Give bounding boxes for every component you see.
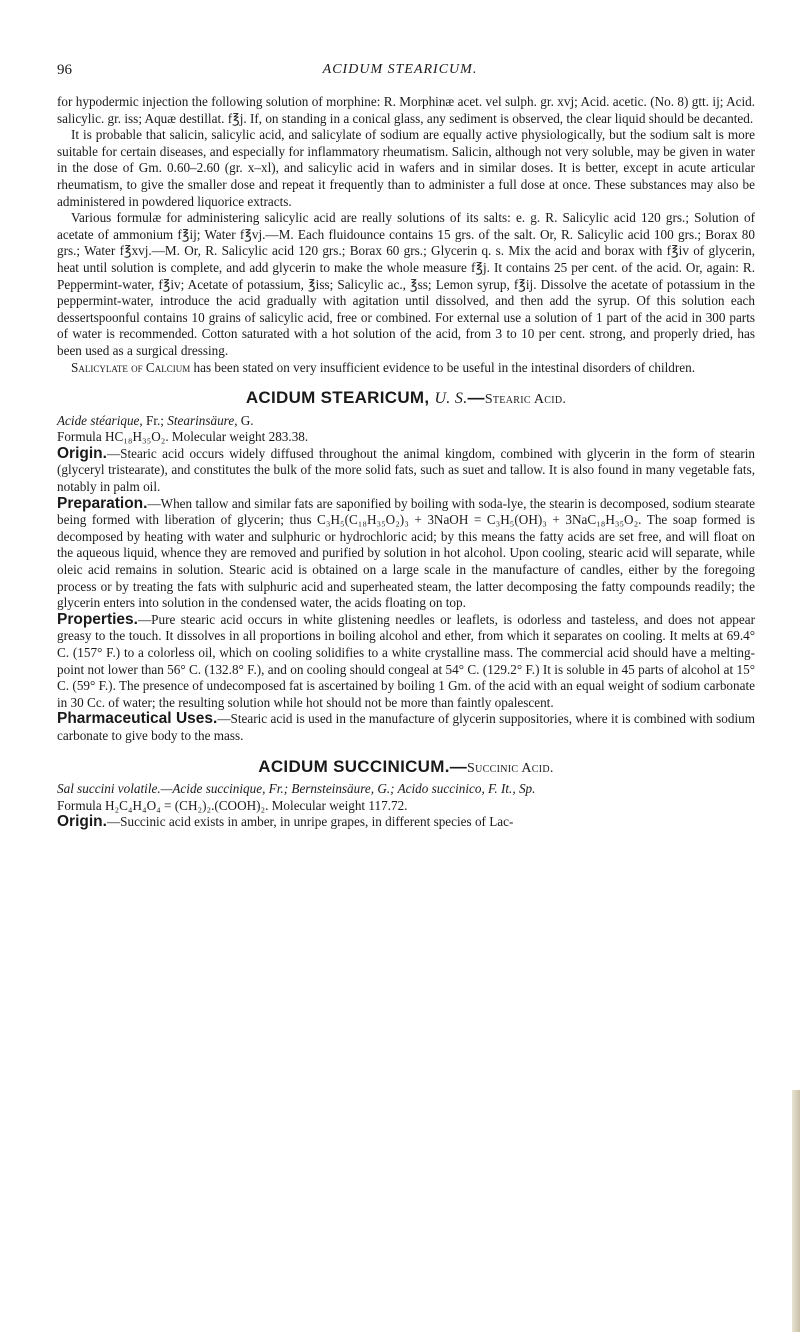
paragraph-pharmaceutical-uses bbox=[57, 711, 755, 744]
syn-german: Stearinsäure bbox=[167, 412, 235, 428]
paragraph-preparation bbox=[57, 496, 755, 612]
syn-sep-2: , G. bbox=[234, 412, 254, 428]
succinicum-synonyms-text: Sal succini volatile.—Acide succinique, Fr.; Bernsteinsäure, G.; Acido succinico, F. It., Sp. bbox=[57, 781, 536, 797]
paragraph-origin-succinic bbox=[57, 814, 755, 831]
paragraph-properties bbox=[57, 612, 755, 712]
heading-stearicum-dash: — bbox=[467, 388, 485, 408]
heading-stearicum-us: U. S. bbox=[434, 390, 468, 408]
syn-sep-1: , Fr.; bbox=[139, 412, 168, 428]
heading-acidum-succinicum bbox=[57, 756, 755, 778]
properties-text: —Pure stearic acid occurs in white glistening needles or leaflets, is odorless and tasteless, and does not appear greasy to the touch. It dissolves in all proportions in boiling alcohol and ether, from which it separates on cooling. It melts at 69.4° C. (157° F.) to a colorless oil, which on cooling solidifies to a white crystalline mass. The commercial acid should have a melting-point not lower than 56° C. (132.8° F.), and on cooling should congeal at 54° C. (129.2° F.) It is soluble in 45 parts of alcohol at 15° C. (59° F.). The presence of undecomposed fat is ascertained by boiling 1 Gm. of the acid with an equal weight of sodium carbonate in 30 Cc. of water; the resulting solution while hot should not be more than faintly opalescent. bbox=[57, 611, 755, 710]
succinicum-synonyms bbox=[57, 781, 755, 798]
salicylate-calcium-text: has been stated on very insufficient evidence to be useful in the intestinal disorders of children. bbox=[190, 359, 695, 375]
paragraph-formulae: Various formulæ for administering salicylic acid are really solutions of its salts: e. g. R. Salicylic acid 120 grs.; Solution of acetate of ammonium f℥ij; Water f℥vj.—M. Each fluidounce contains 15 grs. of the salt. Or, R. Salicylic acid 100 grs.; Borax 80 grs.; Water f℥xvj.—M. Or, R. Salicylic acid 120 grs.; Borax 60 grs.; Glycerin q. s. Mix the acid and borax with f℥iv of glycerin, heat until solution is complete, and add glycerin to make the whole measure f℥j. It contains 25 per cent. of the acid. Or, again: R. Peppermint-water, f℥iv; Acetate of potassium, ℥iss; Salicylic ac., ℥ss; Lemon syrup, f℥ij. Dissolve the acetate of potassium in the peppermint-water, introduce the acid gradually with agitation until dissolved, and then add the syrup. Of this solution each dessertspoonful contains 10 grains of salicylic acid, free or combined. For external use a solution of 1 part of the acid in 300 parts of water is recommended. Cotton saturated with a hot solution of the acid, from 3 to 10 per cent. strong, and properly dried, has been used as a surgical dressing. bbox=[57, 210, 755, 358]
running-title: ACIDUM STEARICUM. bbox=[322, 62, 478, 77]
heading-succinicum-name: ACIDUM SUCCINICUM. bbox=[258, 756, 450, 776]
syn-french: Acide stéarique bbox=[57, 412, 140, 428]
properties-label: Properties. bbox=[57, 610, 138, 628]
origin-succinic-text: —Succinic acid exists in amber, in unripe grapes, in different species of Lac- bbox=[106, 814, 514, 830]
paragraph-origin-stearic bbox=[57, 446, 755, 496]
succinicum-formula: Formula H₂C₄H₄O₄ = (CH₂)₂.(COOH)₂. Molecular weight 117.72. bbox=[57, 797, 408, 813]
stearicum-synonyms bbox=[57, 413, 755, 430]
origin-text: —Stearic acid occurs widely diffused throughout the animal kingdom, combined with glycerin in the form of stearin (glyceryl tristearate), and constitutes the bulk of the more solid fats, such as suet and tallow. It is also found in many vegetable fats, notably in palm oil. bbox=[57, 445, 755, 495]
page-edge-shadow bbox=[792, 1090, 800, 1332]
running-header bbox=[0, 62, 800, 82]
pharmaceutical-uses-text: —Stearic acid is used in the manufacture of glycerin suppositories, where it is combined with sodium carbonate to give body to the mass. bbox=[57, 711, 755, 743]
stearicum-formula: Formula HC₁₈H₃₅O₂. Molecular weight 283.38. bbox=[57, 429, 309, 445]
heading-stearicum-english: Stearic Acid. bbox=[484, 392, 567, 408]
preparation-label: Preparation. bbox=[57, 494, 148, 512]
page-number: 96 bbox=[57, 62, 72, 78]
origin-succinic-label: Origin. bbox=[57, 813, 107, 831]
heading-acidum-stearicum bbox=[57, 390, 755, 409]
paragraph-salicin: It is probable that salicin, salicylic acid, and salicylate of sodium are equally active physiologically, but the sodium salt is more suitable for certain diseases, and especially for inflammatory rheumatism. Salicin, although not very soluble, may be given in water in the dose of Gm. 0.60–2.60 (gr. x–xl), and salicylic acid in wafers and in similar doses. It is better, except in acute articular rheumatism, to give the smaller dose and repeat it frequently than to administer a full dose at once. These substances may also be administered in powdered liquorice extracts. bbox=[57, 127, 755, 209]
heading-stearicum-name: ACIDUM STEARICUM, bbox=[245, 388, 430, 408]
origin-label: Origin. bbox=[57, 444, 107, 462]
paragraph-morphine-solution: for hypodermic injection the following solution of morphine: R. Morphinæ acet. vel sulph. gr. xvj; Acid. acetic. (No. 8) gtt. ij; Acid. salicylic. gr. iss; Aquæ destillat. f℥j. If, on standing in a conical glass, any sediment is observed, the clear liquid should be decanted. bbox=[57, 94, 755, 126]
pharmaceutical-uses-label: Pharmaceutical Uses. bbox=[57, 710, 218, 728]
heading-succinicum-english: Succinic Acid. bbox=[467, 760, 554, 776]
page-body bbox=[57, 94, 755, 831]
heading-succinicum-dash: — bbox=[449, 756, 468, 776]
preparation-text: —When tallow and similar fats are saponified by boiling with soda-lye, the stearin is decomposed, sodium stearate being formed with liberation of glycerin; thus C₃H₅(C₁₈H₃₅O₂)₃ + 3NaOH = C₃H₅(OH)₃ + 3NaC₁₈H₃₅O₂. The soap formed is decomposed by heating with water and sulphuric or hydrochloric acid; by this means the fatty acids are set free, and will float on the aqueous liquid, whence they are removed and purified by solution in hot alcohol. Upon cooling, stearic acid will separate, while oleic acid remains in solution. Stearic acid is obtained on a large scale in the manufacture of candles, either by the foregoing process or by treating the fats with sulphuric acid and superheated steam, the latter decomposing the fatty compounds readily; the glycerin enters into solution in the condensed water, the acids floating on top. bbox=[57, 495, 755, 611]
paragraph-salicylate-calcium bbox=[57, 360, 755, 377]
salicylate-calcium-lead: Salicylate of Calcium bbox=[71, 359, 191, 375]
